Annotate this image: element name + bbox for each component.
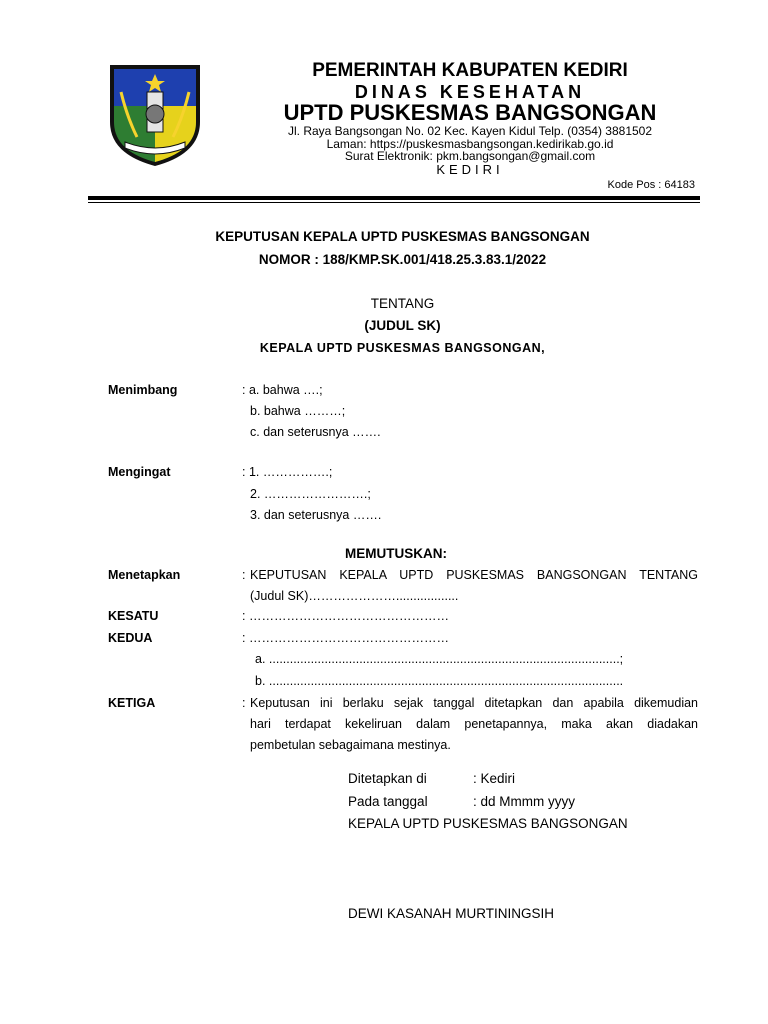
mengingat-item-2: 2. …………………….;: [250, 487, 371, 501]
menimbang-item-c: c. dan seterusnya …….: [250, 425, 381, 439]
menetapkan-line2: (Judul SK)…………………..................: [250, 589, 459, 603]
header-website: Laman: https://puskesmasbangsongan.kedirikab.go.id: [326, 137, 614, 151]
kedua-item-b: b. ......................................................................................................: [255, 674, 624, 688]
kedua-item-a: a. .....................................................................................................;: [255, 652, 624, 666]
ditetapkan-value: : Kediri: [473, 771, 516, 786]
tentang-heading: TENTANG: [370, 296, 435, 311]
menimbang-item-b: b. bahwa ………;: [250, 404, 346, 418]
signatory-title: KEPALA UPTD PUSKESMAS BANGSONGAN: [348, 816, 628, 831]
ketiga-label: KETIGA: [108, 696, 156, 710]
decree-number: NOMOR : 188/KMP.SK.001/418.25.3.83.1/2022: [258, 252, 547, 267]
judul-sk: (JUDUL SK): [364, 318, 441, 333]
kedua-text: : …………………………………………: [242, 631, 449, 645]
letterhead-rule-thick: [88, 196, 700, 200]
kesatu-label: KESATU: [108, 609, 159, 623]
ketiga-line2: hari terdapat kekeliruan dalam penetapannya, maka akan diadakan: [250, 717, 698, 731]
kabupaten-kediri-logo: [107, 62, 203, 168]
ketiga-line3: pembetulan sebagaimana mestinya.: [250, 738, 451, 752]
header-email: Surat Elektronik: pkm.bangsongan@gmail.com: [344, 149, 596, 163]
menimbang-item-a: : a. bahwa ….;: [242, 383, 323, 397]
header-line2: DINAS KESEHATAN: [354, 82, 586, 102]
letterhead-rule-thin: [88, 202, 700, 203]
mengingat-item-3: 3. dan seterusnya …….: [250, 508, 382, 522]
menimbang-label: Menimbang: [108, 383, 178, 397]
kepala-heading: KEPALA UPTD PUSKESMAS BANGSONGAN,: [259, 341, 546, 355]
menetapkan-line1: KEPUTUSAN KEPALA UPTD PUSKESMAS BANGSONGAN TENTANG: [250, 568, 698, 582]
postal-code: Kode Pos : 64183: [607, 179, 695, 191]
kedua-label: KEDUA: [108, 631, 153, 645]
menetapkan-colon: :: [242, 568, 246, 582]
ketiga-colon: :: [242, 696, 246, 710]
header-city: KEDIRI: [436, 162, 504, 177]
ditetapkan-label: Ditetapkan di: [348, 771, 427, 786]
signatory-name: DEWI KASANAH MURTININGSIH: [348, 906, 555, 921]
menetapkan-label: Menetapkan: [108, 568, 181, 582]
ketiga-line1: Keputusan ini berlaku sejak tanggal ditetapkan dan apabila dikemudian: [250, 696, 698, 710]
tanggal-value: : dd Mmmm yyyy: [473, 794, 576, 809]
mengingat-label: Mengingat: [108, 465, 171, 479]
header-line3: UPTD PUSKESMAS BANGSONGAN: [283, 100, 657, 125]
tanggal-label: Pada tanggal: [348, 794, 428, 809]
kesatu-text: : …………………………………………: [242, 609, 449, 623]
header-address: Jl. Raya Bangsongan No. 02 Kec. Kayen Kidul Telp. (0354) 3881502: [287, 124, 653, 138]
header-line1: PEMERINTAH KABUPATEN KEDIRI: [312, 60, 628, 81]
memutuskan-heading: MEMUTUSKAN:: [345, 546, 447, 561]
decree-title: KEPUTUSAN KEPALA UPTD PUSKESMAS BANGSONGAN: [215, 229, 590, 244]
mengingat-item-1: : 1. …………….;: [242, 465, 333, 479]
